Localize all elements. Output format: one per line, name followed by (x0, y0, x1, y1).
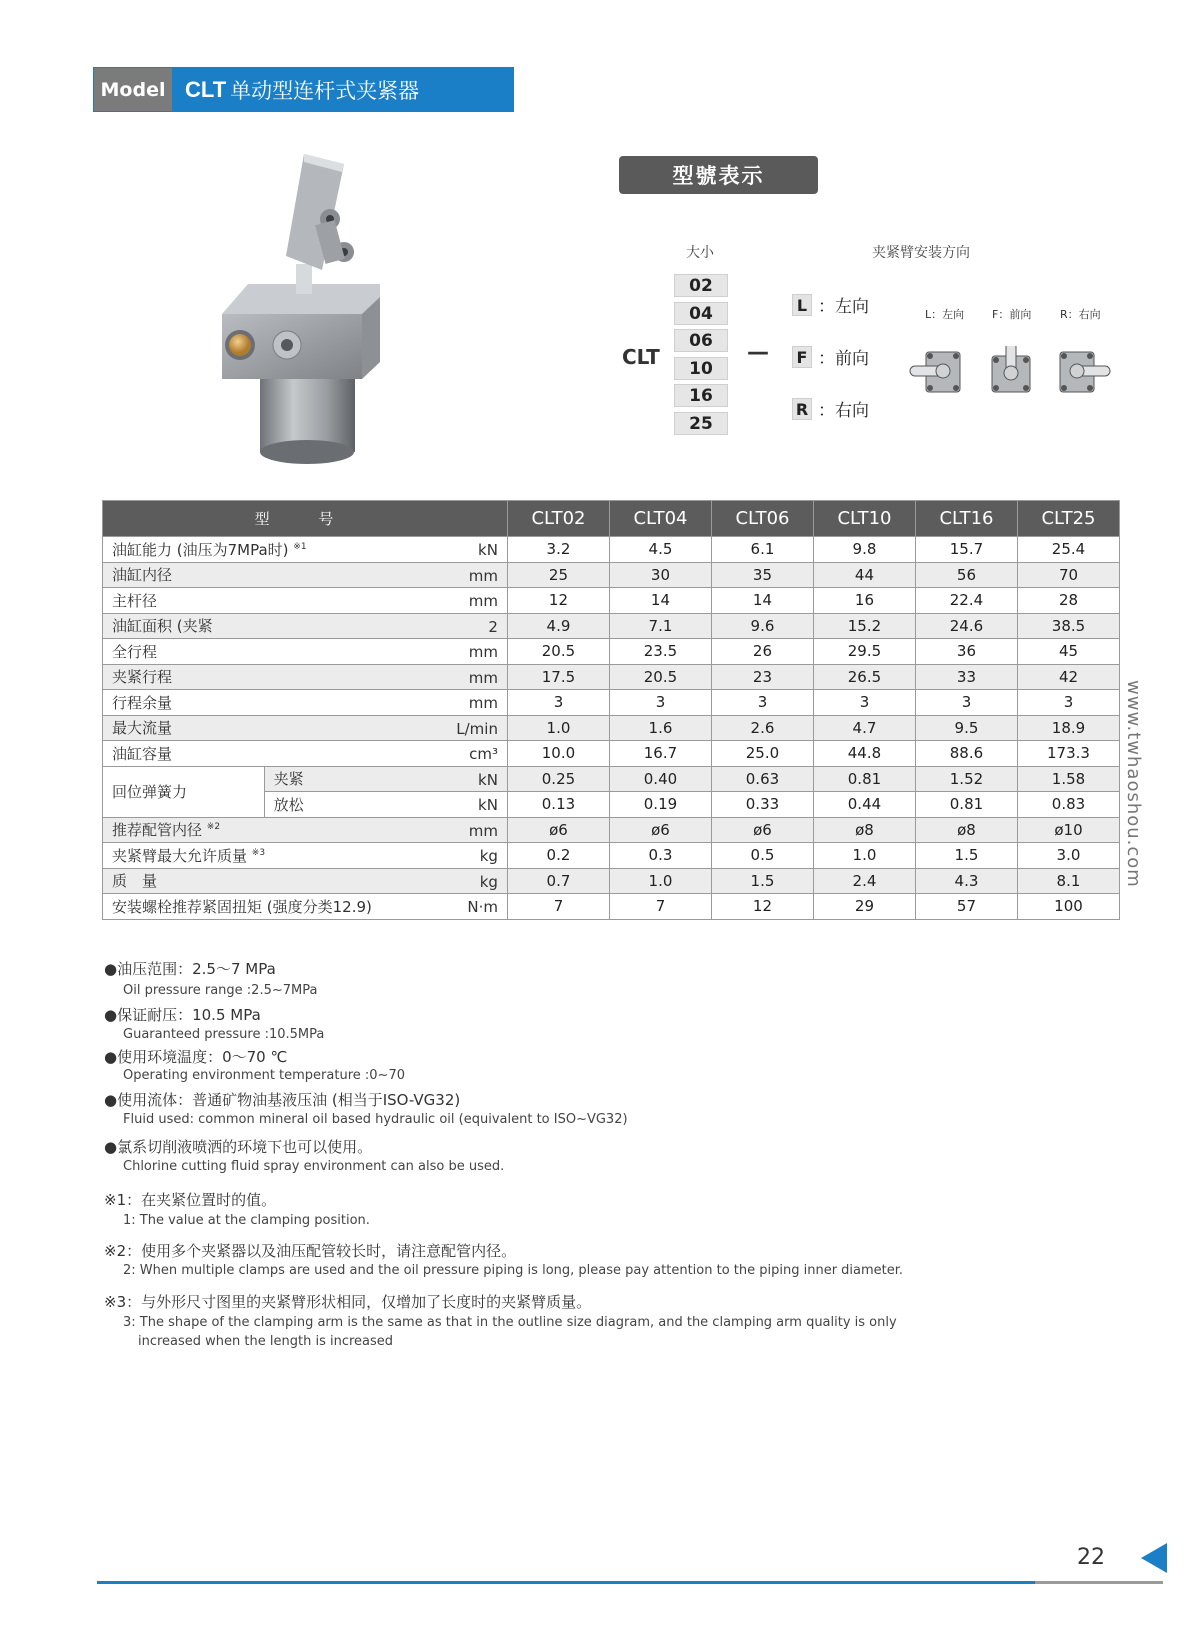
table-row (103, 868, 1120, 894)
direction-image-label: L：左向 (925, 308, 965, 321)
table-cell: 4.3 (915, 868, 1017, 894)
direction-option-f (792, 344, 869, 369)
table-row (103, 894, 1120, 920)
table-cell: 0.81 (813, 766, 915, 792)
size-option: 04 (674, 302, 728, 325)
footnote-mark: ※3 (251, 847, 266, 858)
table-cell: 15.2 (813, 613, 915, 639)
footnote-en: 2: When multiple clamps are used and the oil pressure piping is long, please pay attention to the piping inner diameter. (123, 1263, 904, 1278)
table-row (103, 715, 1120, 741)
model-column-header: CLT10 (813, 501, 915, 537)
table-cell: 18.9 (1017, 715, 1119, 741)
footnote-en: 1: The value at the clamping position. (123, 1213, 370, 1228)
table-cell: 88.6 (915, 741, 1017, 767)
unit-label: mm (468, 643, 498, 661)
spec-rows (103, 537, 1120, 767)
table-row (103, 766, 1120, 792)
table-row (103, 690, 1120, 716)
table-row (103, 843, 1120, 869)
code-prefix: CLT (622, 345, 660, 369)
table-row (103, 613, 1120, 639)
note-en: Operating environment temperature :0~70 (123, 1068, 405, 1083)
direction-image-label: R：右向 (1060, 308, 1101, 321)
table-cell: 38.5 (1017, 613, 1119, 639)
spec-rows (103, 817, 1120, 919)
spring-sub-cell (264, 766, 507, 792)
model-column-header: CLT02 (507, 501, 609, 537)
model-column-header: CLT25 (1017, 501, 1119, 537)
table-row (103, 562, 1120, 588)
table-cell: 20.5 (507, 639, 609, 665)
table-cell: 23 (711, 664, 813, 690)
size-label: 大小 (686, 245, 714, 261)
direction-key: R (792, 398, 812, 420)
table-cell: 7.1 (609, 613, 711, 639)
table-cell: ø8 (813, 817, 915, 843)
table-cell: 0.81 (915, 792, 1017, 818)
row-label-cell (103, 562, 508, 588)
row-label: 行程余量 (112, 693, 173, 712)
table-cell: 29 (813, 894, 915, 920)
note-zh: ●油压范围：2.5～7 MPa (104, 960, 276, 978)
product-image (220, 152, 400, 472)
table-cell: 2.4 (813, 868, 915, 894)
footnote-mark: ※2 (206, 822, 221, 833)
size-option: 02 (674, 274, 728, 297)
row-label-cell (103, 843, 508, 869)
table-row (103, 817, 1120, 843)
table-cell: 14 (711, 588, 813, 614)
table-row (103, 639, 1120, 665)
table-cell: 1.0 (609, 868, 711, 894)
row-label-cell (103, 817, 508, 843)
spring-sub-cell (264, 792, 507, 818)
table-row (103, 588, 1120, 614)
table-cell: 1.0 (507, 715, 609, 741)
row-label: 油缸内径 (112, 566, 173, 585)
size-option: 16 (674, 384, 728, 407)
table-cell: 25.0 (711, 741, 813, 767)
table-cell: 100 (1017, 894, 1119, 920)
footnote-zh: ※1：在夹紧位置时的值。 (104, 1191, 277, 1209)
table-cell: 0.7 (507, 868, 609, 894)
product-name: 单动型连杆式夹紧器 (230, 78, 420, 103)
table-row (103, 664, 1120, 690)
unit-label: kN (478, 796, 498, 814)
size-option: 25 (674, 412, 728, 435)
model-column-header: CLT16 (915, 501, 1017, 537)
table-cell: 0.2 (507, 843, 609, 869)
row-label: 油缸能力 (油压为7MPa时) (112, 540, 294, 559)
table-cell: 3 (1017, 690, 1119, 716)
note-en: Guaranteed pressure :10.5MPa (123, 1027, 325, 1042)
table-cell: 0.63 (711, 766, 813, 792)
row-label-cell (103, 715, 508, 741)
table-cell: 15.7 (915, 537, 1017, 563)
table-cell: 0.33 (711, 792, 813, 818)
table-cell: ø10 (1017, 817, 1119, 843)
footnote-mark: ※1 (293, 541, 307, 552)
table-cell: 1.5 (711, 868, 813, 894)
unit-label: mm (468, 821, 498, 840)
table-cell: 42 (1017, 664, 1119, 690)
direction-key: L (792, 294, 812, 316)
unit-label: mm (468, 592, 498, 610)
footnote-en: 3: The shape of the clamping arm is the same as that in the outline size diagram, and the clamping arm quality is only (123, 1315, 897, 1330)
model-column-header: CLT04 (609, 501, 711, 537)
direction-label: 夹紧臂安装方向 (872, 245, 970, 261)
website-url: www.twhaoshou.com (1123, 680, 1144, 888)
spring-sub-label: 放松 (273, 795, 304, 814)
direction-text: ：右向 (818, 401, 869, 421)
row-label: 油缸容量 (112, 744, 173, 763)
row-label: 夹紧臂最大允许质量 (112, 846, 252, 865)
table-cell: 3.0 (1017, 843, 1119, 869)
page-number: 22 (1077, 1545, 1105, 1570)
table-cell: 0.25 (507, 766, 609, 792)
table-cell: 36 (915, 639, 1017, 665)
direction-option-l (792, 292, 869, 317)
table-cell: 6.1 (711, 537, 813, 563)
spec-table (102, 500, 1120, 920)
footer-line (97, 1581, 1163, 1584)
table-cell: 9.8 (813, 537, 915, 563)
row-label: 推荐配管内径 (112, 821, 207, 840)
table-cell: 1.6 (609, 715, 711, 741)
row-label: 最大流量 (112, 719, 173, 738)
unit-label: kg (479, 872, 498, 891)
table-cell: 12 (711, 894, 813, 920)
row-label-cell (103, 741, 508, 767)
table-cell: 57 (915, 894, 1017, 920)
table-cell: 12 (507, 588, 609, 614)
table-cell: 0.19 (609, 792, 711, 818)
table-cell: 10.0 (507, 741, 609, 767)
table-cell: 7 (609, 894, 711, 920)
table-cell: 24.6 (915, 613, 1017, 639)
table-cell: 17.5 (507, 664, 609, 690)
table-cell: 16 (813, 588, 915, 614)
footnote-en: increased when the length is increased (138, 1334, 394, 1349)
size-option: 10 (674, 357, 728, 380)
row-label-cell (103, 588, 508, 614)
page-arrow-icon (1141, 1543, 1167, 1573)
table-cell: 22.4 (915, 588, 1017, 614)
table-cell: 28 (1017, 588, 1119, 614)
model-header (93, 67, 514, 112)
table-cell: 9.6 (711, 613, 813, 639)
table-cell: 4.9 (507, 613, 609, 639)
note-en: Chlorine cutting fluid spray environment can also be used. (123, 1159, 505, 1174)
table-cell: 56 (915, 562, 1017, 588)
spring-force-label: 回位弹簧力 (103, 766, 265, 817)
left-direction-diagram (908, 346, 968, 396)
front-direction-diagram (986, 346, 1036, 396)
table-cell: 14 (609, 588, 711, 614)
table-cell: 3 (813, 690, 915, 716)
row-label: 安装螺栓推荐紧固扭矩 (强度分类12.9) (112, 897, 372, 916)
unit-label: mm (468, 668, 498, 687)
table-cell: 8.1 (1017, 868, 1119, 894)
unit-label: L/min (456, 719, 498, 738)
direction-key: F (792, 346, 812, 368)
table-cell: ø8 (915, 817, 1017, 843)
unit-label: cm³ (469, 745, 498, 763)
table-cell: 26.5 (813, 664, 915, 690)
table-cell: ø6 (609, 817, 711, 843)
model-column-header: CLT06 (711, 501, 813, 537)
unit-label: kN (478, 541, 498, 559)
table-cell: 1.58 (1017, 766, 1119, 792)
table-cell: 44 (813, 562, 915, 588)
table-cell: 3 (609, 690, 711, 716)
row-label: 油缸面积 (夹紧 (112, 617, 213, 636)
model-label: Model (93, 67, 173, 112)
row-label: 全行程 (112, 642, 158, 661)
table-cell: 4.5 (609, 537, 711, 563)
table-cell: 3 (507, 690, 609, 716)
direction-text: ：左向 (818, 297, 869, 317)
right-direction-diagram (1052, 346, 1112, 396)
table-cell: 70 (1017, 562, 1119, 588)
table-cell: ø6 (507, 817, 609, 843)
note-en: Fluid used: common mineral oil based hydraulic oil (equivalent to ISO~VG32) (123, 1112, 628, 1127)
note-zh: ●使用环境温度：0～70 ℃ (104, 1048, 288, 1066)
table-cell: 3.2 (507, 537, 609, 563)
table-cell: 9.5 (915, 715, 1017, 741)
direction-image-label: F：前向 (992, 308, 1032, 321)
table-cell: 0.13 (507, 792, 609, 818)
product-title (173, 67, 514, 112)
table-cell: 25.4 (1017, 537, 1119, 563)
row-label-cell (103, 613, 508, 639)
unit-label: 2 (488, 617, 498, 636)
table-cell: 16.7 (609, 741, 711, 767)
table-row (103, 741, 1120, 767)
unit-label: kN (478, 770, 498, 789)
table-cell: 35 (711, 562, 813, 588)
unit-label: mm (468, 694, 498, 712)
row-label-cell (103, 537, 508, 563)
table-row (103, 537, 1120, 563)
table-cell: 1.0 (813, 843, 915, 869)
table-cell: 1.5 (915, 843, 1017, 869)
table-header-row (103, 501, 1120, 537)
row-label-cell (103, 664, 508, 690)
table-cell: 23.5 (609, 639, 711, 665)
table-cell: 25 (507, 562, 609, 588)
table-cell: 1.52 (915, 766, 1017, 792)
footnote-zh: ※2：使用多个夹紧器以及油压配管较长时，请注意配管内径。 (104, 1242, 517, 1260)
note-zh: ●使用流体：普通矿物油基液压油 (相当于ISO-VG32) (104, 1091, 461, 1109)
table-cell: 0.40 (609, 766, 711, 792)
code-dash: — (747, 340, 769, 365)
row-label: 质 量 (112, 872, 158, 891)
table-cell: 0.5 (711, 843, 813, 869)
row-label-cell (103, 868, 508, 894)
table-cell: 33 (915, 664, 1017, 690)
direction-option-r (792, 396, 869, 421)
table-cell: 30 (609, 562, 711, 588)
unit-label: mm (468, 566, 498, 585)
table-cell: 3 (711, 690, 813, 716)
note-zh: ●保证耐压：10.5 MPa (104, 1006, 261, 1024)
product-code: CLT (185, 76, 227, 102)
table-cell: ø6 (711, 817, 813, 843)
table-cell: 20.5 (609, 664, 711, 690)
table-cell: 44.8 (813, 741, 915, 767)
unit-label: kg (479, 847, 498, 865)
row-label-cell (103, 894, 508, 920)
table-cell: 2.6 (711, 715, 813, 741)
row-label: 主杆径 (112, 591, 158, 610)
table-cell: 3 (915, 690, 1017, 716)
table-cell: 173.3 (1017, 741, 1119, 767)
header-label: 型 号 (103, 501, 508, 537)
direction-text: ：前向 (818, 349, 869, 369)
table-cell: 26 (711, 639, 813, 665)
table-cell: 0.3 (609, 843, 711, 869)
size-option: 06 (674, 329, 728, 352)
note-zh: ●氯系切削液喷洒的环境下也可以使用。 (104, 1138, 373, 1156)
row-label: 夹紧行程 (112, 668, 173, 687)
row-label-cell (103, 690, 508, 716)
row-label-cell (103, 639, 508, 665)
table-cell: 4.7 (813, 715, 915, 741)
table-cell: 45 (1017, 639, 1119, 665)
unit-label: N·m (467, 898, 498, 916)
footnote-zh: ※3：与外形尺寸图里的夹紧臂形状相同，仅增加了长度时的夹紧臂质量。 (104, 1293, 592, 1311)
table-cell: 29.5 (813, 639, 915, 665)
note-en: Oil pressure range :2.5~7MPa (123, 983, 318, 998)
table-cell: 0.83 (1017, 792, 1119, 818)
model-code-title: 型號表示 (619, 156, 818, 194)
table-cell: 7 (507, 894, 609, 920)
table-cell: 0.44 (813, 792, 915, 818)
spring-sub-label: 夹紧 (273, 770, 304, 789)
